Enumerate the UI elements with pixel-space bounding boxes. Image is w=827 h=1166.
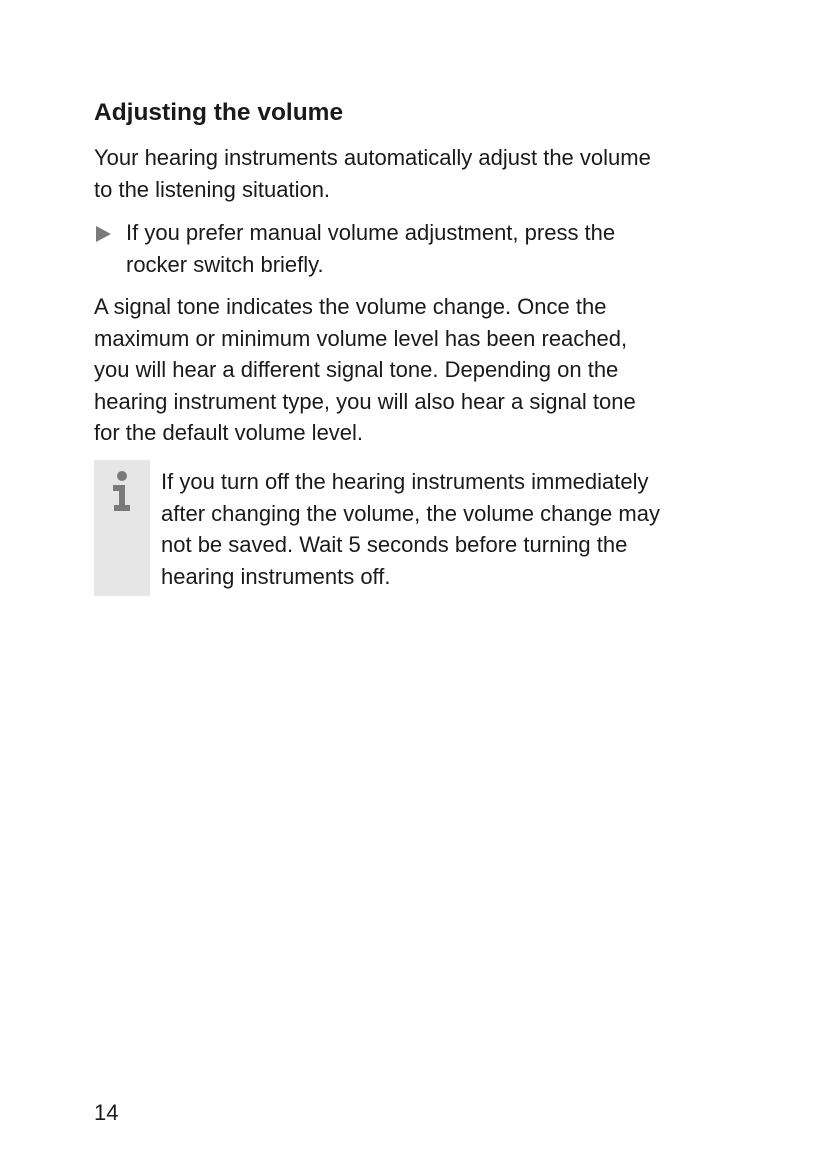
triangle-bullet-icon [96,226,111,242]
info-icon [110,470,134,512]
section-heading: Adjusting the volume [94,99,344,126]
intro-paragraph: Your hearing instruments automatically adjust the volume to the listening situation. [94,145,651,202]
info-note [94,460,754,596]
note-sidebar [94,460,150,596]
page-number: 14 [94,1100,119,1125]
instruction-text: If you prefer manual volume adjustment, press the rocker switch briefly. [126,220,616,277]
note-text: If you turn off the hearing instruments immediately after changing the volume, the volume change may not be saved. Wait 5 seconds before turning the hearing instruments off. [161,469,660,589]
details-paragraph: A signal tone indicates the volume change. Once the maximum or minimum volume level has been reached, you will hear a different signal tone. Depending on the hearing instrument type, you will also hear a signal tone for the default volume level. [94,294,636,445]
